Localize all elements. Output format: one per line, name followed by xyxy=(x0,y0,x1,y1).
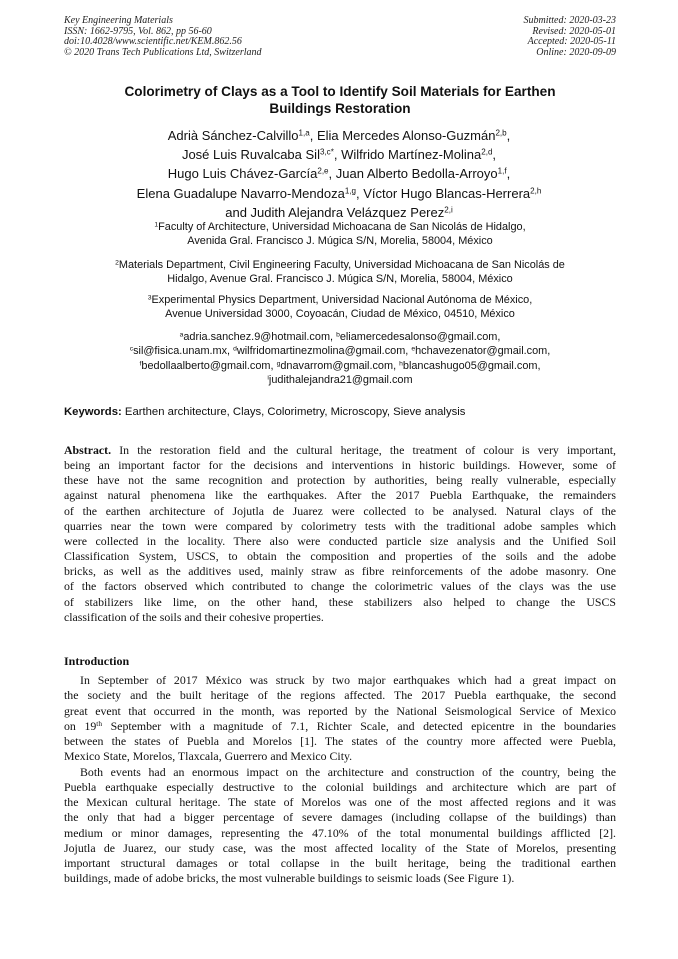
body-line: Jojutla de Juarez, our study case, was the most affected locality of the State of Morelos, presenting xyxy=(64,840,616,855)
affiliation-line: Avenue Universidad 3000, Coyoacán, Ciudad de México, 04510, México xyxy=(165,308,515,321)
separator: , xyxy=(506,128,511,143)
author-sup: 1,g xyxy=(344,186,356,196)
email-sup: a xyxy=(179,331,184,339)
affiliation-text: Materials Department, Civil Engineering Faculty, Universidad Michoacana de San Nicolás de xyxy=(118,259,565,271)
affiliation-line xyxy=(64,258,616,272)
email-address: eliamercedesalonso@gmail.com, xyxy=(339,331,501,343)
abstract-line: were collected in the locality. There also were conducted particle size analysis and the Unified Soil xyxy=(64,533,616,548)
separator: , xyxy=(333,147,342,163)
abstract-line: quarries near the town were compared by colorimetry tests with the traditional adobe samples which xyxy=(64,518,616,533)
affiliation-number: 2 xyxy=(115,259,119,267)
issn: ISSN: 1662-9795, Vol. 862, pp 56-60 xyxy=(64,25,212,37)
author-sup: 2,d xyxy=(481,147,493,157)
email-address: sil@fisica.unam.mx, xyxy=(133,345,234,358)
email-sup: e xyxy=(411,345,416,353)
author-name: Adrià Sánchez-Calvillo xyxy=(167,128,299,143)
body-line: medium or minor damages, representing the 47.10% of the total monumental buildings afflicted [2]. xyxy=(64,825,616,840)
email-sup: h xyxy=(399,359,403,367)
author-sup: 2,i xyxy=(444,205,453,215)
affiliation-line: Hidalgo, Avenue Gral. Francisco J. Múgica S/N, Morelia, 58004, México xyxy=(167,273,513,286)
email-address: hchavezenator@gmail.com, xyxy=(415,345,551,358)
affiliation-text: Faculty of Architecture, Universidad Michoacana de San Nicolás de Hidalgo, xyxy=(158,221,526,233)
separator: , xyxy=(506,166,511,182)
email-sup: f xyxy=(139,359,142,367)
email-line xyxy=(64,373,616,387)
affiliation-line xyxy=(64,293,616,307)
abstract-line xyxy=(64,443,616,458)
body-line: Puebla earthquake especially destructive to the colonial buildings and architecture which are part of xyxy=(64,779,616,794)
author-list xyxy=(60,126,618,222)
date-submitted: Submitted: 2020-03-23 xyxy=(523,15,616,26)
date-revised: Revised: 2020-05-01 xyxy=(532,25,616,37)
doi: doi:10.4028/www.scientific.net/KEM.862.56 xyxy=(64,36,242,47)
author-name: Elia Mercedes Alonso-Guzmán xyxy=(316,128,496,143)
abstract-line: of the earthen architecture of Jojutla de Juarez were collected to be analysed. Natural clays of the xyxy=(64,503,616,518)
author-name: José Luis Ruvalcaba Sil xyxy=(181,147,320,163)
abstract-line: being an important factor for the decisions and interventions in historic buildings. However, some of xyxy=(64,458,616,473)
author-line xyxy=(60,126,618,145)
author-name: and Judith Alejandra Velázquez Perez xyxy=(225,204,445,220)
abstract-line: these have not the same recognition and protection by authorities, being really vulnerable, especially xyxy=(64,473,616,488)
email-line xyxy=(64,330,616,344)
email-sup: g xyxy=(276,359,281,367)
body-line: Mexico State, Morelos, Tlaxcala, Guerrero and Mexico City. xyxy=(64,749,353,764)
abstract-line: bricks, as well as the additives used, mainly straw as fibre reinforcements of the adobe masonry. One xyxy=(64,564,616,579)
body-line: buildings, made of adobe bricks, the most vulnerable buildings to seismic loads (See Figure 1). xyxy=(64,871,515,886)
abstract-line: of the factors observed which contributed to change the colorimetric values of the clays was the use xyxy=(64,579,616,594)
date-online: Online: 2020-09-09 xyxy=(536,46,616,58)
body-line: important structural damages or total collapse in the built heritage, being the traditional earthen xyxy=(64,856,616,870)
author-line xyxy=(60,184,618,203)
author-sup: 3,c* xyxy=(319,147,334,157)
abstract-line: of stabilizers like lime, on the other hand, these stabilizers also helped to change the USCS xyxy=(64,594,616,609)
email-sup: i xyxy=(267,374,269,382)
affiliation-1 xyxy=(64,220,616,249)
keywords xyxy=(64,405,616,420)
body-line: the Mexican cultural heritage. The state of Morelos was one of the most affected regions and it was xyxy=(64,795,616,809)
email-sup: d xyxy=(233,345,237,353)
email-line xyxy=(64,344,616,358)
paper-title xyxy=(64,83,616,117)
author-line xyxy=(60,164,618,183)
body-line: In September of 2017 México was struck by two major earthquakes which had a great impact on xyxy=(80,673,616,687)
keywords-text: Earthen architecture, Clays, Colorimetry, Microscopy, Sieve analysis xyxy=(121,406,466,418)
journal-info xyxy=(64,16,262,58)
body-line: the society and the built heritage of the regions affected. The 2017 Puebla earthquake, the second xyxy=(64,688,616,703)
body-line xyxy=(64,719,616,734)
email-sup: c xyxy=(129,345,134,353)
separator: , xyxy=(492,147,497,163)
author-name: Juan Alberto Bedolla-Arroyo xyxy=(335,166,498,182)
copyright: © 2020 Trans Tech Publications Ltd, Switzerland xyxy=(64,46,262,58)
author-name: Hugo Luis Chávez-García xyxy=(167,166,318,182)
keywords-label: Keywords: xyxy=(64,406,122,418)
email-address: adria.sanchez.9@hotmail.com, xyxy=(183,331,337,343)
body-line: between the states of Puebla and Morelos [1]. The states of the country more affected were Puebla, xyxy=(64,734,616,748)
email-sup: b xyxy=(336,331,340,339)
affiliation-line: Avenida Gral. Francisco J. Múgica S/N, Morelia, 58004, México xyxy=(187,235,493,248)
affiliation-3 xyxy=(64,293,616,322)
body-text: on 19 xyxy=(64,718,97,733)
section-heading-introduction: Introduction xyxy=(64,654,130,668)
abstract-line: against natural phenomena like the earthquakes. After the 2017 Puebla Earthquake, the remainders xyxy=(64,488,616,503)
author-sup: 1,a xyxy=(298,128,310,138)
separator: , xyxy=(328,166,336,182)
abstract-label: Abstract. xyxy=(64,443,112,457)
separator: , xyxy=(309,128,317,143)
affiliation-line xyxy=(64,220,616,234)
affiliation-number: 1 xyxy=(154,221,159,229)
affiliation-2 xyxy=(64,258,616,287)
email-address: judithalejandra21@gmail.com xyxy=(268,373,413,386)
date-accepted: Accepted: 2020-05-11 xyxy=(527,36,616,47)
affiliation-text: Experimental Physics Department, Universidad Nacional Autónoma de México, xyxy=(151,294,533,306)
title-line: Colorimetry of Clays as a Tool to Identify Soil Materials for Earthen xyxy=(124,84,556,99)
title-line: Buildings Restoration xyxy=(269,101,411,116)
abstract-text: In the restoration field and the cultural heritage, the treatment of colour is very important, xyxy=(111,443,616,457)
author-name: Wilfrido Martínez-Molina xyxy=(341,147,482,163)
author-name: Víctor Hugo Blancas-Herrera xyxy=(363,185,531,201)
email-address: bedollaalberto@gmail.com, xyxy=(141,359,277,372)
abstract-line: Classification System, USCS, to obtain the composition and properties of the soils and the adobe xyxy=(64,549,616,564)
author-sup: 2,b xyxy=(495,128,507,138)
author-sup: 1,f xyxy=(497,166,507,176)
abstract-line: classification of the soils and their cohesive properties. xyxy=(64,609,324,624)
author-sup: 2,h xyxy=(530,186,542,196)
ordinal-sup: th xyxy=(96,718,102,728)
body-line: great event that occurred in the month, was reported by the National Seismological Service of Mexico xyxy=(64,703,616,718)
email-address: blancashugo05@gmail.com, xyxy=(402,359,541,372)
author-line xyxy=(60,145,618,164)
separator: , xyxy=(356,185,364,201)
email-list xyxy=(64,330,616,387)
email-address: wilfridomartinezmolina@gmail.com, xyxy=(236,345,412,358)
body-line: Both events had an enormous impact on the architecture and construction of the country, being the xyxy=(80,764,616,779)
author-sup: 2,e xyxy=(317,166,329,176)
body-text: September with a magnitude of 7.1, Richter Scale, and detected epicentre in the boundaries xyxy=(102,718,617,733)
affiliation-number: 3 xyxy=(147,294,152,302)
body-line: the only that had a bigger percentage of severe damages (including collapse of the buildings) than xyxy=(64,810,616,825)
journal-name: Key Engineering Materials xyxy=(64,15,173,26)
abstract xyxy=(64,443,616,625)
email-address: dnavarrom@gmail.com, xyxy=(280,359,400,372)
introduction-body xyxy=(64,673,616,887)
author-name: Elena Guadalupe Navarro-Mendoza xyxy=(136,185,345,201)
publication-dates xyxy=(524,16,617,58)
email-line xyxy=(64,359,616,373)
